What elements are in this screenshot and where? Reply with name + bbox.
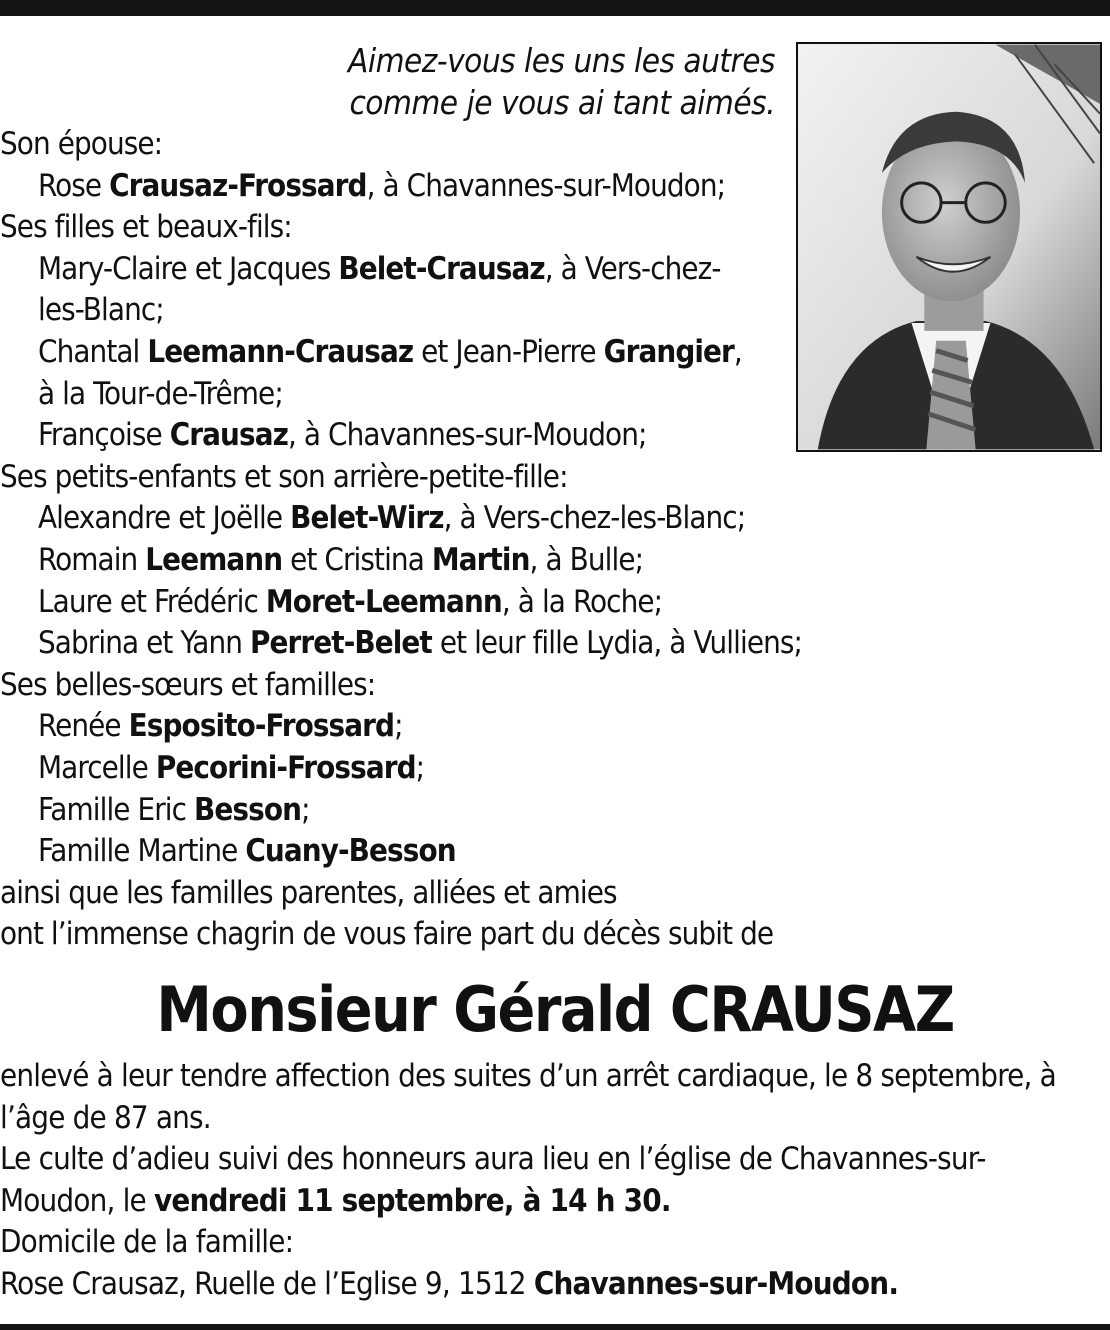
address-town: Chavannes-sur-Moudon.: [533, 1265, 899, 1302]
surname: Cuany-Besson: [245, 833, 456, 870]
family-member-cont: les-Blanc;: [38, 292, 164, 329]
text-line: enlevé à leur tendre affection des suites d’un arrêt cardiaque, le 8 septembre, à: [0, 1058, 1056, 1094]
first-names: Chantal: [38, 333, 148, 370]
death-details: [0, 1056, 1104, 1305]
family-member: [0, 582, 780, 624]
first-names: Renée: [38, 708, 129, 745]
quote-line: Aimez-vous les uns les autres: [348, 41, 775, 80]
connector: et Cristina: [282, 541, 432, 578]
family-member: [0, 623, 803, 665]
surname: Esposito-Frossard: [128, 708, 395, 745]
family-member: [0, 831, 780, 873]
bottom-rule: [0, 1324, 1110, 1330]
first-names: Mary-Claire et Jacques: [38, 250, 339, 287]
family-member: [0, 706, 780, 748]
first-names: Françoise: [38, 417, 170, 454]
surname: Leemann-Crausaz: [147, 333, 414, 370]
text: Moudon, le: [0, 1182, 154, 1219]
family-member-cont: à la Tour-de-Trême;: [38, 375, 283, 412]
punctuation: ;: [394, 708, 403, 745]
service-date-line: [0, 1181, 1104, 1223]
address-line: [0, 1264, 1104, 1306]
surname: Grangier: [603, 333, 734, 370]
family-member: [0, 332, 780, 374]
location: , à Bulle;: [529, 541, 644, 578]
family-member: [0, 498, 780, 540]
first-names: Rose: [38, 167, 110, 204]
heading-sisters-in-law: Ses belles-sœurs et familles:: [0, 666, 376, 703]
portrait-photo: [796, 42, 1102, 452]
surname: Belet-Crausaz: [338, 250, 545, 287]
family-member: [0, 166, 780, 208]
address: Rose Crausaz, Ruelle de l’Eglise 9, 1512: [0, 1265, 534, 1302]
quote-line: comme je vous ai tant aimés.: [349, 83, 775, 122]
surname: Besson: [194, 791, 302, 828]
surname: Pecorini-Frossard: [155, 749, 416, 786]
closing-line: ainsi que les familles parentes, alliées et amies: [0, 874, 617, 911]
top-rule: [0, 0, 1110, 16]
heading-daughters: Ses filles et beaux-fils:: [0, 209, 292, 246]
surname: Belet-Wirz: [290, 500, 444, 537]
location: , à Vers-chez-: [544, 250, 721, 287]
first-names: Alexandre et Joëlle: [38, 500, 291, 537]
family-member: [0, 415, 780, 457]
location: , à Chavannes-sur-Moudon;: [287, 417, 647, 454]
deceased-name: Monsieur Gérald CRAUSAZ: [156, 973, 954, 1046]
scripture-quote: [300, 40, 775, 124]
punctuation: ;: [415, 749, 425, 786]
first-names: Laure et Frédéric: [38, 583, 266, 620]
location: et leur fille Lydia, à Vulliens;: [431, 625, 803, 662]
closing-line: ont l’immense chagrin de vous faire part du décès subit de: [0, 916, 774, 953]
connector: et Jean-Pierre: [413, 333, 604, 370]
first-names: Romain: [38, 541, 146, 578]
punctuation: ,: [733, 333, 742, 370]
surname: Moret-Leemann: [265, 583, 502, 620]
service-date: vendredi 11 septembre, à 14 h 30.: [153, 1182, 671, 1219]
surname: Crausaz-Frossard: [109, 167, 367, 204]
text-line: Domicile de la famille:: [0, 1224, 294, 1260]
first-names: Sabrina et Yann: [38, 625, 250, 662]
surname: Leemann: [145, 541, 283, 578]
surname: Martin: [431, 541, 530, 578]
heading-grandchildren: Ses petits-enfants et son arrière-petite-fille:: [0, 458, 568, 495]
first-names: Famille Eric: [38, 791, 195, 828]
location: , à Chavannes-sur-Moudon;: [366, 167, 726, 204]
location: , à Vers-chez-les-Blanc;: [443, 500, 746, 537]
family-member: [0, 540, 780, 582]
surname: Perret-Belet: [249, 625, 432, 662]
text-line: l’âge de 87 ans.: [0, 1099, 211, 1136]
first-names: Marcelle: [38, 749, 156, 786]
text-line: Le culte d’adieu suivi des honneurs aura lieu en l’église de Chavannes-sur-: [0, 1141, 986, 1177]
family-member: [0, 748, 780, 790]
family-member: [0, 249, 780, 291]
heading-spouse: Son épouse:: [0, 126, 163, 162]
surname: Crausaz: [169, 417, 288, 454]
location: , à la Roche;: [501, 583, 663, 620]
family-member: [0, 790, 780, 832]
punctuation: ;: [301, 791, 310, 828]
family-list: [0, 124, 803, 956]
first-names: Famille Martine: [38, 833, 246, 870]
